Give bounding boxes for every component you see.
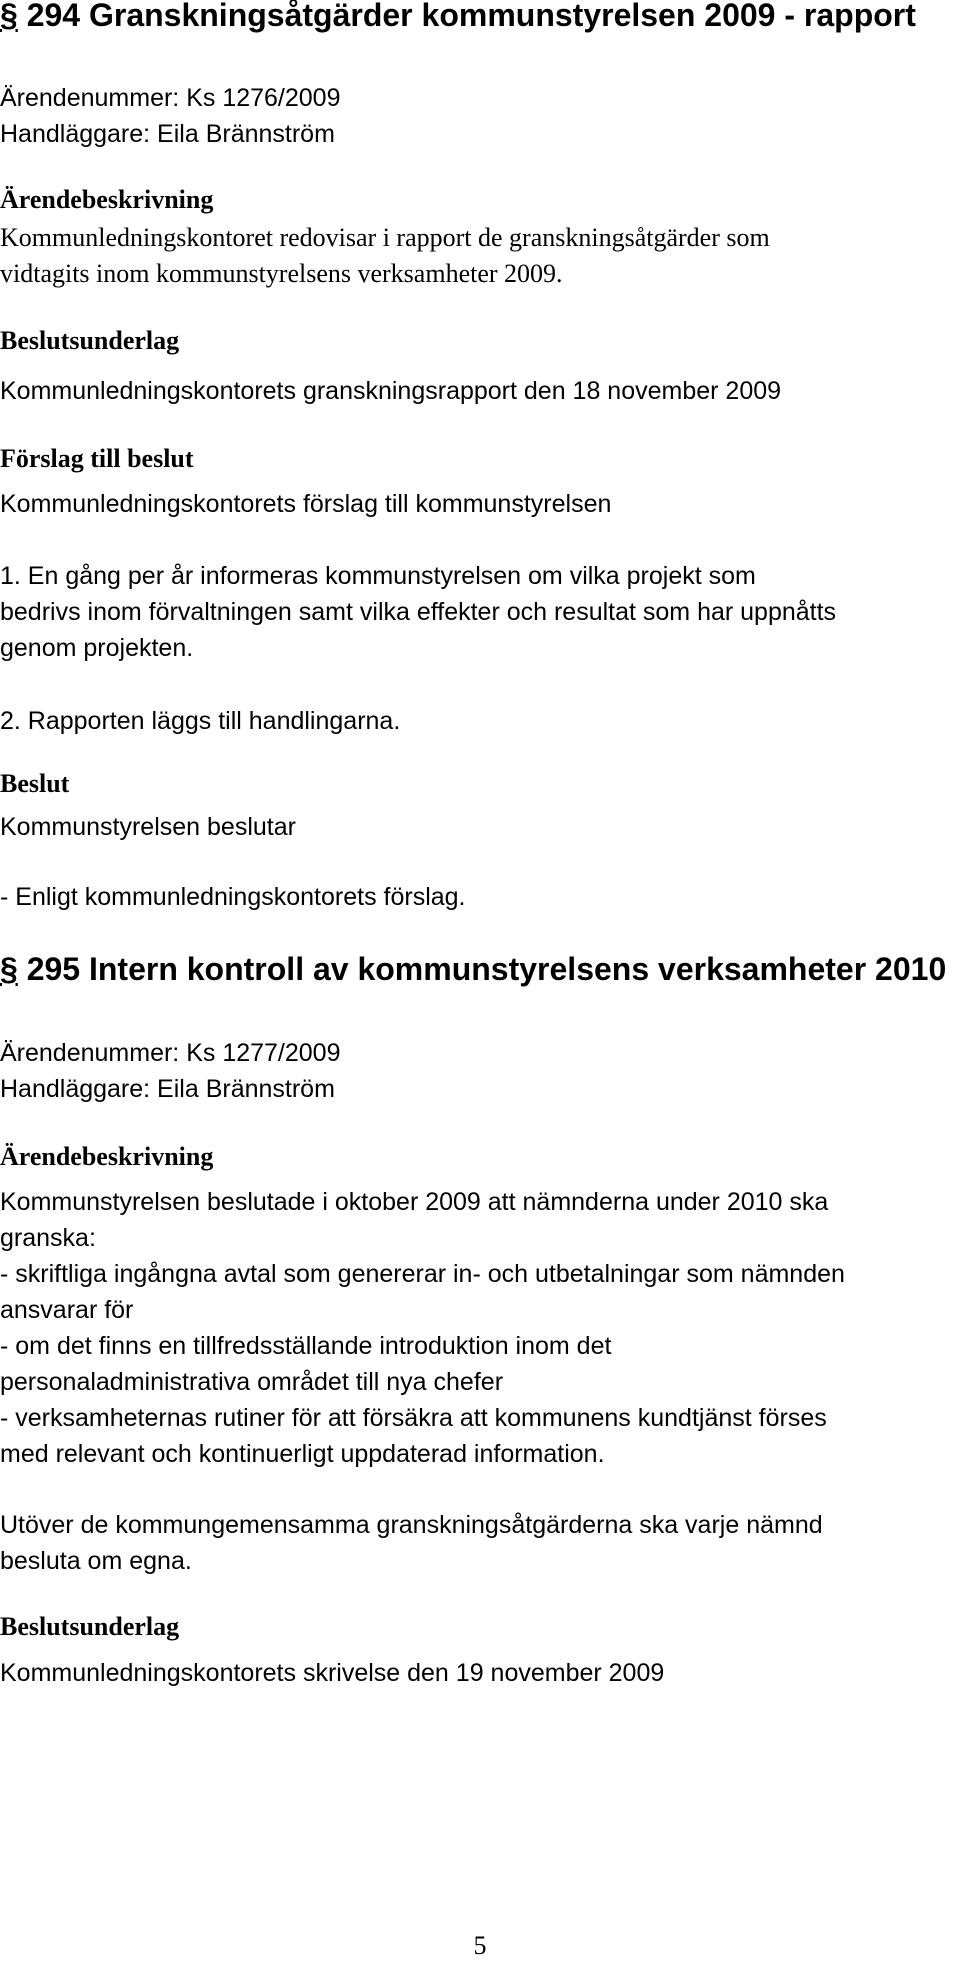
paragraph-sign: § [0,0,18,33]
section-294-proposal-item-2: 2. Rapporten läggs till handlingarna. [0,707,401,735]
text-line: bedrivs inom förvaltningen samt vilka effekter och resultat som har uppnåtts [0,598,837,626]
text-line: ansvarar för [0,1296,134,1324]
paragraph-sign: § [0,951,18,987]
section-294-proposal-heading: Förslag till beslut [0,444,194,473]
text-line: 1. En gång per år informeras kommunstyrelsen om vilka projekt som [0,562,756,590]
text-line: personaladministrativa området till nya chefer [0,1368,504,1396]
section-294-basis-heading: Beslutsunderlag [0,326,180,355]
section-295-case-number: Ärendenummer: Ks 1277/2009 [0,1039,341,1067]
section-295-extra [0,1507,952,1579]
section-294-decision-intro: Kommunstyrelsen beslutar [0,813,296,841]
text-line: besluta om egna. [0,1547,192,1575]
text-line: Kommunstyrelsen beslutade i oktober 2009 att nämnderna under 2010 ska [0,1188,829,1216]
section-294-proposal-intro: Kommunledningskontorets förslag till kommunstyrelsen [0,490,612,518]
text-line: - om det finns en tillfredsställande introduktion inom det [0,1332,612,1360]
section-295-officer: Handläggare: Eila Brännström [0,1075,335,1103]
text-line: - verksamheternas rutiner för att försäkra att kommunens kundtjänst förses [0,1404,827,1432]
section-294-basis-text: Kommunledningskontorets granskningsrapport den 18 november 2009 [0,377,782,405]
page-number: 5 [473,1931,487,1960]
section-294-heading [0,0,952,34]
text-line: Utöver de kommungemensamma granskningsåtgärderna ska varje nämnd [0,1511,823,1539]
section-294-officer: Handläggare: Eila Brännström [0,120,335,148]
section-294-proposal-item-1 [0,558,952,666]
section-295-basis-heading: Beslutsunderlag [0,1612,180,1641]
section-295-basis-text: Kommunledningskontorets skrivelse den 19 november 2009 [0,1659,665,1687]
section-295-description-heading: Ärendebeskrivning [0,1142,214,1171]
section-294-title: 294 Granskningsåtgärder kommunstyrelsen 2009 - rapport [26,0,916,33]
text-line: granska: [0,1224,96,1252]
section-294-decision-heading: Beslut [0,769,70,798]
text-line: - skriftliga ingångna avtal som genererar in- och utbetalningar som nämnden [0,1260,845,1288]
section-294-case-number: Ärendenummer: Ks 1276/2009 [0,84,341,112]
section-294-decision-text: - Enligt kommunledningskontorets förslag. [0,883,466,911]
section-294-description-heading: Ärendebeskrivning [0,185,214,214]
section-295-heading [0,950,952,988]
section-295-description [0,1184,952,1472]
section-294-description [0,220,952,292]
section-295-title: 295 Intern kontroll av kommunstyrelsens verksamheter 2010 [26,951,947,987]
text-line: genom projekten. [0,634,194,662]
text-line: Kommunledningskontoret redovisar i rapport de granskningsåtgärder som [0,223,770,252]
text-line: med relevant och kontinuerligt uppdaterad information. [0,1440,605,1468]
text-line: vidtagits inom kommunstyrelsens verksamheter 2009. [0,259,563,288]
